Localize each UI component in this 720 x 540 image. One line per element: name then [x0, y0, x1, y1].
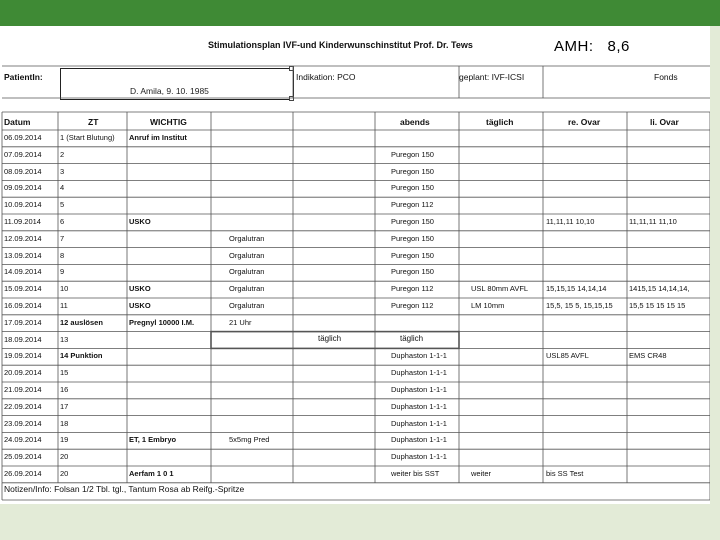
cell-zt[interactable]: 10	[60, 284, 69, 294]
cell-li[interactable]: EMS CR48	[629, 351, 667, 361]
cell-zt[interactable]: 7	[60, 233, 65, 243]
cell-wichtig[interactable]: Aerfam 1 0 1	[129, 469, 174, 478]
cell-zt[interactable]: 6	[60, 217, 65, 226]
cell-abends[interactable]: Puregon 150	[391, 149, 434, 159]
cell-abends[interactable]: weiter bis SST	[391, 469, 440, 478]
taeglich-left: täglich	[318, 334, 342, 343]
cell-li[interactable]: 15,5 15 15 15 15	[629, 301, 686, 310]
cell-abends[interactable]: Duphaston 1-1-1	[391, 385, 447, 394]
header-wichtig: WICHTIG	[150, 117, 187, 127]
cell-datum[interactable]: 17.09.2014	[4, 317, 42, 327]
plan-title: Stimulationsplan IVF-und Kinderwunschinstitut Prof. Dr. Tews	[208, 40, 473, 50]
cell-extra[interactable]: 5x5mg Pred	[229, 435, 270, 445]
cell-datum[interactable]: 12.09.2014	[4, 233, 42, 243]
cell-datum[interactable]: 24.09.2014	[4, 435, 42, 445]
cell-re[interactable]: bis SS Test	[546, 469, 584, 478]
cell-datum[interactable]: 22.09.2014	[4, 401, 42, 411]
header-datum: Datum	[4, 117, 31, 127]
cell-extra[interactable]: Orgalutran	[229, 250, 265, 260]
cell-extra[interactable]: Orgalutran	[229, 233, 265, 243]
cell-datum[interactable]: 19.09.2014	[4, 351, 42, 361]
header-li-ovar: li. Ovar	[650, 117, 679, 127]
cell-zt[interactable]: 20	[60, 469, 69, 478]
cell-zt[interactable]: 9	[60, 267, 65, 277]
cell-abends[interactable]: Duphaston 1-1-1	[391, 452, 447, 462]
cell-abends[interactable]: Puregon 150	[391, 233, 434, 243]
cell-datum[interactable]: 23.09.2014	[4, 418, 42, 428]
cell-zt[interactable]: 19	[60, 435, 69, 445]
cell-datum[interactable]: 18.09.2014	[4, 334, 42, 344]
cell-extra[interactable]: Orgalutran	[229, 267, 265, 277]
fonds-label: Fonds	[654, 72, 678, 82]
cell-taeglich[interactable]: USL 80mm AVFL	[471, 284, 529, 294]
cell-abends[interactable]: Puregon 150	[391, 183, 434, 193]
cell-zt[interactable]: 17	[60, 401, 69, 411]
cell-taeglich[interactable]: LM 10mm	[471, 301, 505, 310]
amh-value: 8,6	[607, 38, 630, 55]
cell-abends[interactable]: Puregon 150	[391, 166, 434, 176]
cell-zt[interactable]: 11	[60, 301, 68, 310]
cell-zt[interactable]: 8	[60, 250, 65, 260]
header-re-ovar: re. Ovar	[568, 117, 601, 127]
cell-zt[interactable]: 20	[60, 452, 69, 462]
cell-zt[interactable]: 3	[60, 166, 65, 176]
cell-abends[interactable]: Puregon 112	[391, 284, 434, 294]
cell-wichtig[interactable]: Anruf im Institut	[129, 133, 187, 142]
cell-datum[interactable]: 07.09.2014	[4, 149, 42, 159]
cell-wichtig[interactable]: ET, 1 Embryo	[129, 435, 177, 445]
cell-extra[interactable]: 21 Uhr	[229, 317, 252, 327]
notes-line: Notizen/Info: Folsan 1/2 Tbl. tgl., Tantum Rosa ab Reifg.-Spritze	[4, 484, 245, 494]
cell-datum[interactable]: 11.09.2014	[4, 217, 41, 226]
cell-zt[interactable]: 14 Punktion	[60, 351, 103, 361]
cell-wichtig[interactable]: USKO	[129, 217, 151, 226]
cell-datum[interactable]: 13.09.2014	[4, 250, 42, 260]
cell-zt[interactable]: 16	[60, 385, 69, 394]
cell-zt[interactable]: 4	[60, 183, 65, 193]
cell-datum[interactable]: 26.09.2014	[4, 469, 42, 478]
cell-abends[interactable]: Puregon 150	[391, 267, 434, 277]
cell-datum[interactable]: 25.09.2014	[4, 452, 42, 462]
patient-name: D. Amila, 9. 10. 1985	[130, 86, 209, 96]
cell-li[interactable]: 1415,15 14,14,14,	[629, 284, 690, 294]
indikation-label: Indikation: PCO	[296, 72, 356, 82]
cell-re[interactable]: USL85 AVFL	[546, 351, 589, 361]
cell-datum[interactable]: 15.09.2014	[4, 284, 42, 294]
cell-abends[interactable]: Puregon 112	[391, 200, 434, 210]
cell-datum[interactable]: 16.09.2014	[4, 301, 42, 310]
cell-re[interactable]: 11,11,11 10,10	[546, 217, 595, 226]
cell-datum[interactable]: 08.09.2014	[4, 166, 42, 176]
cell-datum[interactable]: 20.09.2014	[4, 368, 42, 378]
geplant-label: geplant: IVF-ICSI	[459, 72, 525, 82]
cell-zt[interactable]: 5	[60, 200, 65, 210]
cell-abends[interactable]: Puregon 112	[391, 301, 434, 310]
cell-wichtig[interactable]: Pregnyl 10000 I.M.	[129, 317, 195, 327]
cell-taeglich[interactable]: weiter	[471, 469, 492, 478]
cell-abends[interactable]: Duphaston 1-1-1	[391, 351, 447, 361]
cell-datum[interactable]: 09.09.2014	[4, 183, 42, 193]
cell-zt[interactable]: 15	[60, 368, 69, 378]
amh-label: AMH:	[554, 38, 594, 55]
cell-zt[interactable]: 13	[60, 334, 69, 344]
cell-zt[interactable]: 1 (Start Blutung)	[60, 133, 115, 142]
header-taeglich: täglich	[486, 117, 514, 127]
header-abends: abends	[400, 117, 430, 127]
cell-wichtig[interactable]: USKO	[129, 301, 151, 310]
cell-datum[interactable]: 14.09.2014	[4, 267, 42, 277]
cell-abends[interactable]: Duphaston 1-1-1	[391, 401, 447, 411]
cell-re[interactable]: 15,15,15 14,14,14	[546, 284, 607, 294]
cell-datum[interactable]: 06.09.2014	[4, 133, 42, 142]
cell-li[interactable]: 11,11,11 11,10	[629, 217, 677, 226]
cell-abends[interactable]: Duphaston 1-1-1	[391, 435, 447, 445]
cell-zt[interactable]: 2	[60, 149, 65, 159]
patient-label: PatientIn:	[4, 72, 43, 82]
cell-abends[interactable]: Puregon 150	[391, 217, 434, 226]
cell-zt[interactable]: 18	[60, 418, 69, 428]
cell-abends[interactable]: Puregon 150	[391, 250, 434, 260]
cell-abends[interactable]: Duphaston 1-1-1	[391, 368, 447, 378]
taeglich-right: täglich	[400, 334, 424, 343]
cell-abends[interactable]: Duphaston 1-1-1	[391, 418, 447, 428]
cell-extra[interactable]: Orgalutran	[229, 284, 265, 294]
cell-datum[interactable]: 21.09.2014	[4, 385, 42, 394]
cell-wichtig[interactable]: USKO	[129, 284, 151, 294]
cell-datum[interactable]: 10.09.2014	[4, 200, 42, 210]
cell-zt[interactable]: 12 auslösen	[60, 317, 103, 327]
cell-re[interactable]: 15,5, 15 5, 15,15,15	[546, 301, 613, 310]
cell-extra[interactable]: Orgalutran	[229, 301, 265, 310]
header-zt: ZT	[88, 117, 99, 127]
